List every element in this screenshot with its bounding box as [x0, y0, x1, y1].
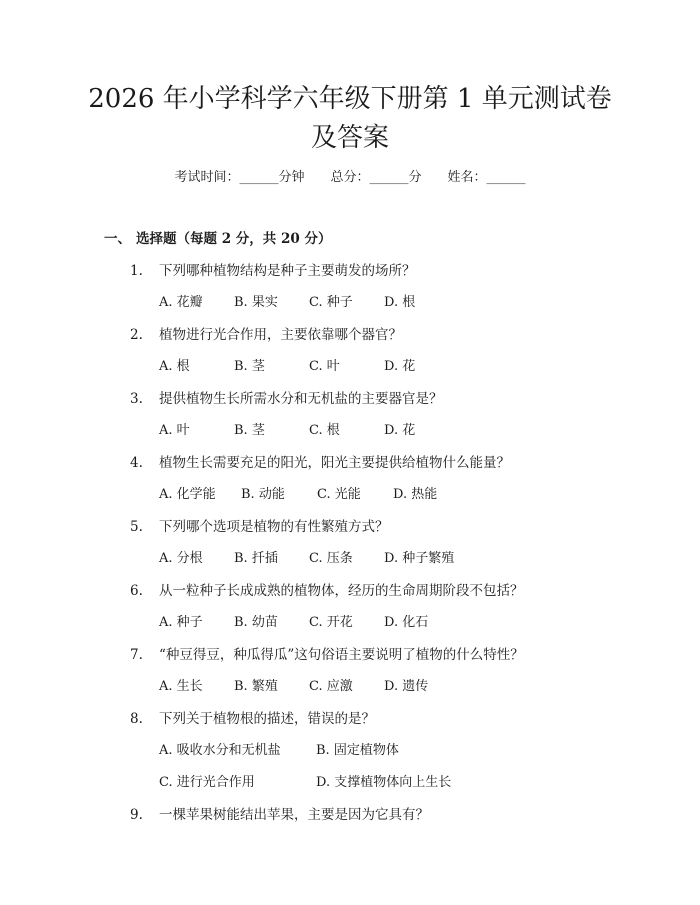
total-score: 总分：______分 — [330, 170, 422, 185]
question-text: “种豆得豆，种瓜得瓜”这句俗语主要说明了植物的什么特性？ — [159, 647, 524, 663]
student-name: 姓名：______ — [447, 170, 526, 185]
question-text: 下列哪种植物结构是种子主要萌发的场所？ — [159, 263, 416, 279]
option-a: A. 根 — [159, 359, 190, 374]
option-c: C. 压条 — [309, 551, 353, 566]
option-c: C. 进行光合作用 — [159, 775, 255, 790]
question-4 — [130, 454, 510, 472]
page-title-line-1: 2026 年小学科学六年级下册第 1 单元测试卷 — [88, 84, 612, 114]
question-number: 6. — [130, 583, 143, 599]
question-text: 下列哪个选项是植物的有性繁殖方式？ — [159, 519, 389, 535]
question-5 — [130, 518, 389, 536]
question-3 — [130, 390, 443, 408]
question-text: 从一粒种子长成成熟的植物体，经历的生命周期阶段不包括？ — [159, 583, 524, 599]
question-number: 8. — [130, 711, 143, 727]
option-d: D. 化石 — [384, 615, 429, 630]
option-d: D. 种子繁殖 — [384, 551, 455, 566]
question-text: 下列关于植物根的描述，错误的是？ — [159, 711, 375, 727]
option-b: B. 果实 — [234, 295, 278, 310]
option-c: C. 种子 — [309, 295, 353, 310]
option-d: D. 花 — [384, 423, 416, 438]
question-number: 9. — [130, 807, 143, 823]
question-number: 2. — [130, 327, 143, 343]
section-number: 一、 — [104, 231, 131, 247]
option-a: A. 生长 — [159, 679, 203, 694]
option-c: C. 光能 — [317, 487, 361, 502]
page-title-line-2: 及答案 — [310, 123, 389, 153]
option-c: C. 根 — [309, 423, 340, 438]
options-3 — [159, 422, 459, 440]
options-1 — [159, 294, 459, 312]
option-a: A. 叶 — [159, 423, 190, 438]
option-b: B. 动能 — [241, 487, 285, 502]
question-9 — [130, 806, 429, 824]
exam-time: 考试时间：______分钟 — [174, 170, 305, 185]
option-b: B. 繁殖 — [234, 679, 278, 694]
option-c: C. 应激 — [309, 679, 353, 694]
question-number: 3. — [130, 391, 143, 407]
question-6 — [130, 582, 524, 600]
option-a: A. 种子 — [159, 615, 203, 630]
option-b: B. 幼苗 — [234, 615, 278, 630]
question-7 — [130, 646, 524, 664]
question-text: 一棵苹果树能结出苹果，主要是因为它具有？ — [159, 807, 429, 823]
option-c: C. 叶 — [309, 359, 340, 374]
section-heading — [104, 230, 331, 248]
question-1 — [130, 262, 416, 280]
option-c: C. 开花 — [309, 615, 353, 630]
option-a: A. 化学能 — [159, 487, 216, 502]
question-number: 7. — [130, 647, 143, 663]
options-5 — [159, 550, 459, 568]
options-6 — [159, 614, 459, 632]
question-text: 植物生长需要充足的阳光，阳光主要提供给植物什么能量？ — [159, 455, 510, 471]
question-8 — [130, 710, 375, 728]
question-text: 提供植物生长所需水分和无机盐的主要器官是？ — [159, 391, 443, 407]
question-number: 5. — [130, 519, 143, 535]
section-title: 选择题（每题 2 分，共 20 分） — [136, 231, 332, 247]
options-4 — [159, 486, 475, 504]
option-d: D. 支撑植物体向上生长 — [316, 775, 452, 790]
option-d: D. 遗传 — [384, 679, 429, 694]
options-8-row-2 — [159, 774, 473, 792]
question-number: 1. — [130, 263, 143, 279]
question-2 — [130, 326, 402, 344]
option-b: B. 茎 — [234, 359, 265, 374]
option-a: A. 分根 — [159, 551, 203, 566]
option-b: B. 固定植物体 — [316, 743, 399, 758]
options-8-row-1 — [159, 742, 473, 760]
options-7 — [159, 678, 459, 696]
exam-info-row — [0, 169, 700, 187]
option-a: A. 吸收水分和无机盐 — [159, 743, 281, 758]
option-d: D. 根 — [384, 295, 416, 310]
option-b: B. 扦插 — [234, 551, 278, 566]
question-text: 植物进行光合作用，主要依靠哪个器官？ — [159, 327, 402, 343]
option-d: D. 花 — [384, 359, 416, 374]
question-number: 4. — [130, 455, 143, 471]
options-2 — [159, 358, 459, 376]
option-d: D. 热能 — [393, 487, 438, 502]
option-b: B. 茎 — [234, 423, 265, 438]
option-a: A. 花瓣 — [159, 295, 203, 310]
